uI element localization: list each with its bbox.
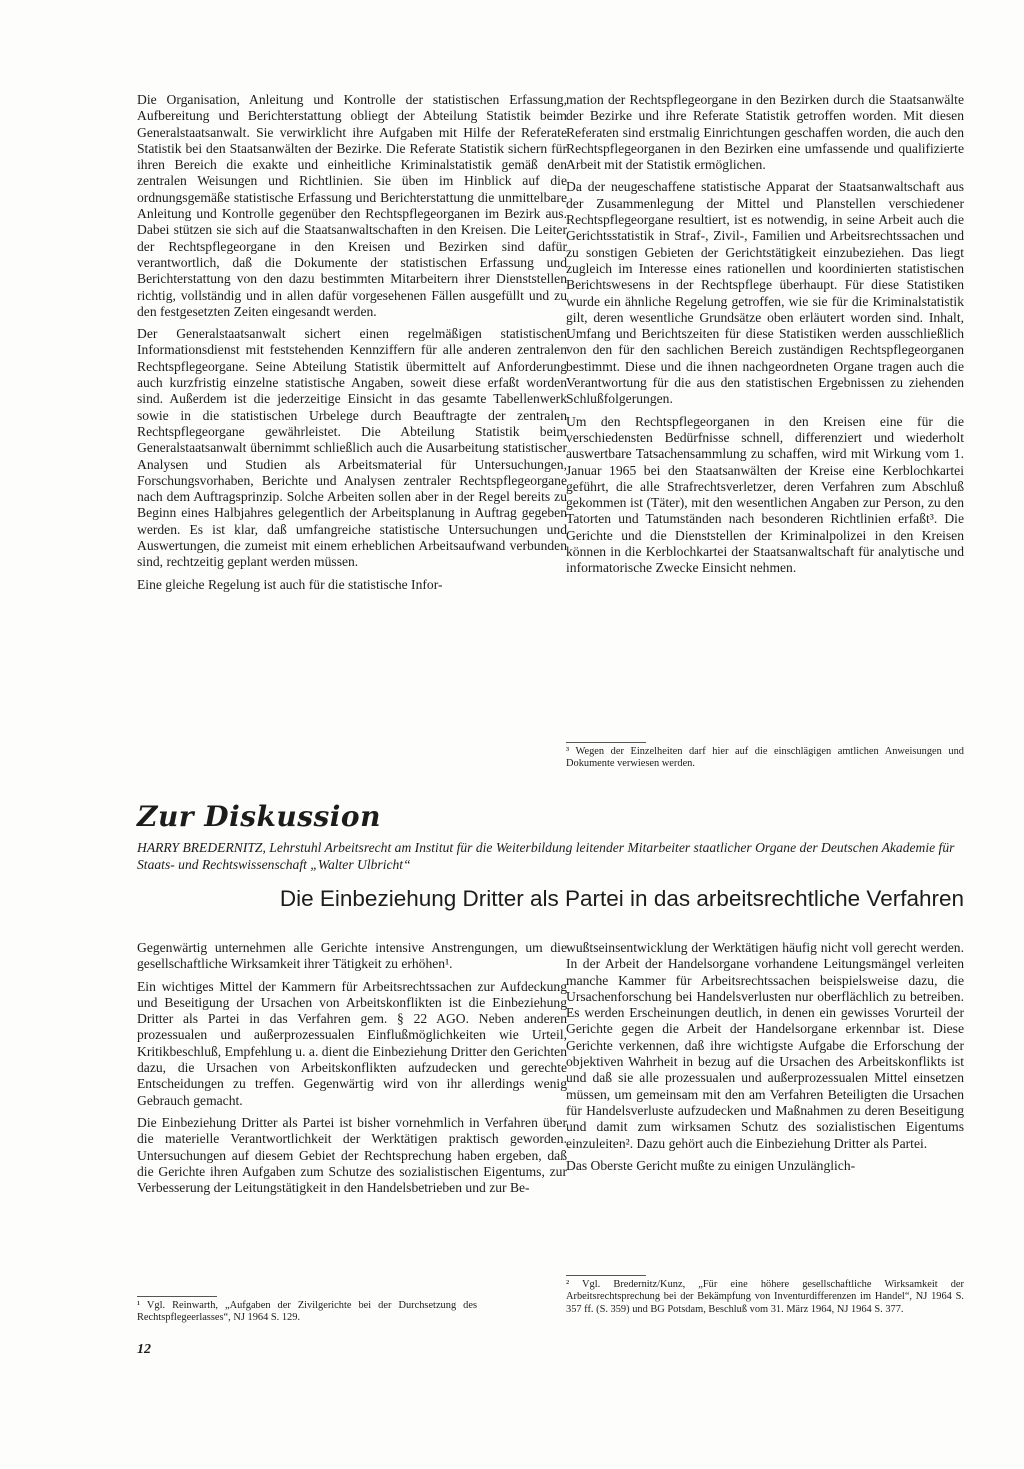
footnote-divider — [137, 1296, 217, 1297]
paragraph: Die Einbeziehung Dritter als Partei ist bisher vornehmlich in Verfahren über die materielle Verantwortlichkeit der Werktätigen praktisch geworden. Untersuchungen auf diesem Gebiet der Rechtsprechung haben ergeben, daß die Gerichte ihren Aufgaben zum Schutze des sozialistischen Eigentums, zur Verbesserung der Leitungstätigkeit in den Handelsbetrieben und zur Be- — [137, 1114, 567, 1196]
paragraph: Gegenwärtig unternehmen alle Gerichte intensive Anstrengungen, um die gesellschaftliche Wirksamkeit ihrer Tätigkeit zu erhöhen¹. — [137, 940, 567, 972]
paragraph: Die Organisation, Anleitung und Kontrolle der statistischen Erfassung, Aufbereitung und Berichterstattung obliegt der Abteilung Statistik beim Generalstaatsanwalt. Sie verwirklicht ihre Aufgaben mit Hilfe der Referate Statistik bei den Staatsanwälten der Bezirke. Die Referate Statistik sichern für ihren Bereich die exakte und einheitliche Kriminalstatistik gemäß den zentralen Weisungen und Richtlinien. Sie üben im Hinblick auf die ordnungsgemäße statistische Erfassung und Berichterstattung die unmittelbare Anleitung und Kontrolle gegenüber den Rechtspflegeorganen im Bezirk aus. Dabei stützen sie sich auf die Staatsanwaltschaften in den Kreisen. Die Leiter der Rechtspflegeorgane in den Kreisen und Bezirken sind dafür verantwortlich, daß die Dokumente der statistischen Erfassung und Berichterstattung von den dazu bestimmten Mitarbeitern ihrer Dienststellen richtig, vollständig und in allen dafür vorgesehenen Fällen ausgefüllt und zu den festgesetzten Zeiten eingesandt werden. — [137, 92, 567, 319]
paragraph: Der Generalstaatsanwalt sichert einen regelmäßigen statistischen Informationsdienst mit feststehenden Kennziffern für alle anderen zentralen Rechtspflegeorgane. Seine Abteilung Statistik übermittelt auf Anforderung auch kurzfristig einzelne statistische Angaben, soweit diese erfaßt worden sind. Außerdem ist die jederzeitige Einsicht in das gesamte Tabellenwerk sowie in die statistischen Urbelege durch Beauftragte der zentralen Rechtspflegeorgane gewährleistet. Die Abteilung Statistik beim Generalstaatsanwalt übernimmt schließlich auch die Ausarbeitung statistischer Analysen und Studien als Arbeitsmaterial für Untersuchungen, Forschungsvorhaben, Berichte und Analysen zentraler Rechtspflegeorgane nach dem Auftragsprinzip. Solche Arbeiten sollen aber in der Regel bereits zu Beginn eines Halbjahres gelegentlich der Arbeitsplanung in Auftrag gegeben werden. Es ist klar, daß umfangreiche statistische Untersuchungen und Auswertungen, die zumeist mit einem erheblichen Arbeitsaufwand verbunden sind, rechtzeitig geplant werden müssen. — [137, 326, 567, 570]
author-byline: HARRY BREDERNITZ, Lehrstuhl Arbeitsrecht am Institut für die Weiterbildung leitender Mitarbeiter staatlicher Organe der Deutschen Akademie für Staats- und Rechtswissenschaft „Walter Ulbricht“ — [137, 840, 955, 872]
paragraph: Das Oberste Gericht mußte zu einigen Unzulänglich- — [566, 1157, 856, 1173]
paragraph: Um den Rechtspflegeorganen in den Kreisen eine für die verschiedensten Bedürfnisse schnell, differenziert und wiederholt auswertbare Tatsachensammlung zu schaffen, wird mit Wirkung vom 1. Januar 1965 bei den Staatsanwälten der Kreise eine Kerblochkartei geführt, die alle Strafrechtsverletzer, deren Verfahren zum Abschluß gekommen ist (Täter), mit den wesentlichen Angaben zur Person, zu den Tatorten und Tatumständen nach besonderen Richtlinien erfaßt³. Die Gerichte und die Dienststellen der Kriminalpolizei in den Kreisen können in die Kerblochkartei der Staatsanwaltschaft für analytische und informatorische Zwecke Einsicht nehmen. — [566, 413, 964, 576]
footnote-divider — [566, 742, 646, 743]
column-bottom-right — [566, 940, 964, 1180]
footnote-2: ² Vgl. Bredernitz/Kunz, „Für eine höhere gesellschaftliche Wirksamkeit der Arbeitsrechtsprechung bei der Bekämpfung von Inventurdifferenzen im Handel“, NJ 1964 S. 357 ff. (S. 359) und BG Potsdam, Beschluß vom 31. März 1964, NJ 1964 S. 377. — [566, 1279, 964, 1315]
section-heading: Zur Diskussion — [137, 800, 381, 833]
paragraph: mation der Rechtspflegeorgane in den Bezirken durch die Staatsanwälte der Bezirke und ihre Referate Statistik getroffen worden. Mit diesen Referaten sind erstmalig Einrichtungen geschaffen worden, die auch den Rechtspflegeorganen in den Bezirken eine umfassende und qualifizierte Arbeit mit der Statistik ermöglichen. — [566, 92, 964, 173]
footnote-divider — [566, 1275, 646, 1276]
footnote-1: ¹ Vgl. Reinwarth, „Aufgaben der Zivilgerichte bei der Durchsetzung des Rechtspflegeerlasses“, NJ 1964 S. 129. — [137, 1300, 477, 1324]
paragraph: wußtseinsentwicklung der Werktätigen häufig nicht voll gerecht werden. In der Arbeit der Handelsorgane vorhandene Leitungsmängel verleiten manche Kammer für Arbeitsrechtssachen beispielsweise dazu, die Ursachenforschung bei Handelsverlusten nur oberflächlich zu betreiben. Es werden Erscheinungen deutlich, in denen ein gewisses Vorurteil der Gerichte gegen die Arbeit der Handelsorgane erkennbar ist. Diese Gerichte verkennen, daß ihre wichtigste Aufgabe die Erforschung der objektiven Wahrheit in bezug auf die Ursachen des Arbeitskonflikts ist und daß sie alle prozessualen und außerprozessualen Mittel einsetzen müssen, um gemeinsam mit den am Verfahren Beteiligten die Ursachen für Handelsverluste aufzudecken und Maßnahmen zu deren Beseitigung und damit zum wirksamen Schutz des sozialistischen Eigentums einzuleiten². Dazu gehört auch die Einbeziehung Dritter als Partei. — [566, 940, 964, 1151]
paragraph: Eine gleiche Regelung ist auch für die statistische Infor- — [137, 576, 443, 592]
footnote-3: ³ Wegen der Einzelheiten darf hier auf die einschlägigen amtlichen Anweisungen und Dokumente verwiesen werden. — [566, 746, 964, 770]
article-title: Die Einbeziehung Dritter als Partei in das arbeitsrechtliche Verfahren — [279, 886, 964, 911]
paragraph: Da der neugeschaffene statistische Apparat der Staatsanwaltschaft aus der Zusammenlegung der Mittel und Planstellen verschiedener Rechtspflegeorgane resultiert, ist es notwendig, in seine Arbeit auch die Gerichtsstatistik in Straf-, Zivil-, Familien und Arbeitsrechtssachen und zu sonstigen Gebieten der Gerichtstätigkeit einzubeziehen. Das liegt zugleich im Interesse eines rationellen und koordinierten statistischen Berichtswesens in der Rechtspflege überhaupt. Für diese Statistiken wurde ein ähnliche Regelung getroffen, wie sie für die Kriminalstatistik gilt, deren wesentliche Grundsätze oben erläutert worden sind. Inhalt, Umfang und Berichtszeiten für diese Statistiken werden ausschließlich von den für den sachlichen Bereich zuständigen Rechtspflegeorganen bestimmt. Diese und die ihnen nachgeordneten Organe tragen auch die Verantwortung für die aus den statistischen Ergebnissen zu ziehenden Schlußfolgerungen. — [566, 179, 964, 407]
column-top-right — [566, 92, 964, 583]
paragraph: Ein wichtiges Mittel der Kammern für Arbeitsrechtssachen zur Aufdeckung und Beseitigung der Ursachen von Arbeitskonflikten ist die Einbeziehung Dritter als Partei in das Verfahren gem. § 22 AGO. Neben anderen prozessualen und außerprozessualen Einflußmöglichkeiten wie Urteil, Kritikbeschluß, Empfehlung u. a. dient die Einbeziehung Dritter den Gerichten dazu, die Ursachen von Arbeitskonflikten aufzudecken und gerechte Entscheidungen zu treffen. Gegenwärtig wird von ihr allerdings wenig Gebrauch gemacht. — [137, 978, 567, 1108]
column-top-left — [137, 92, 567, 599]
column-bottom-left — [137, 940, 567, 1202]
page-number: 12 — [137, 1342, 151, 1357]
